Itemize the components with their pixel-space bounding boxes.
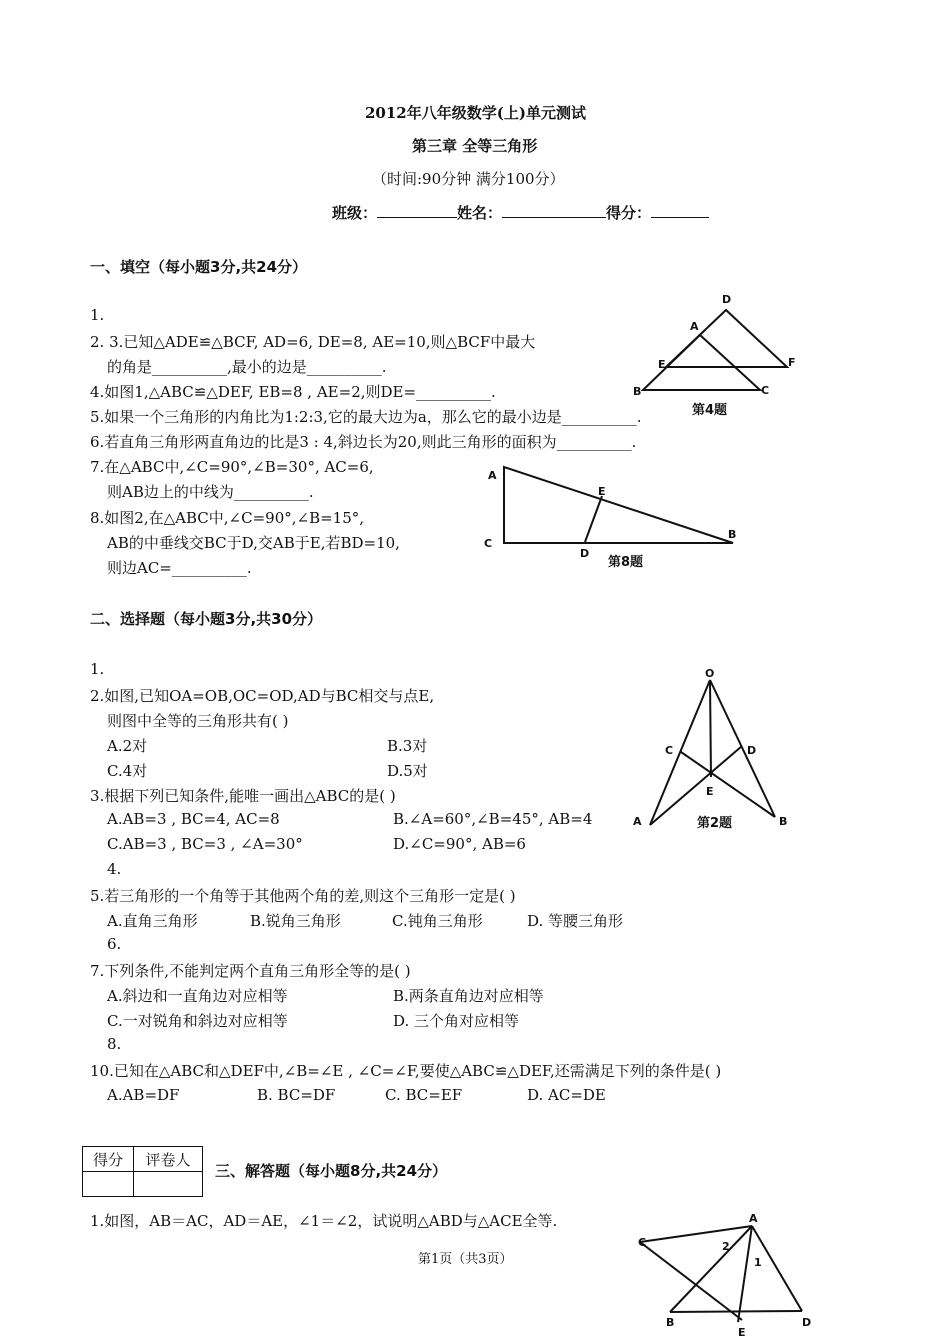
q3-option-a: A.AB=3 , BC=4, AC=8 bbox=[107, 810, 280, 828]
q3-option-b: B.∠A=60°,∠B=45°, AB=4 bbox=[393, 810, 593, 828]
figure-q2 bbox=[625, 665, 800, 840]
name-label: 姓名： bbox=[457, 204, 503, 222]
q5-option-b: B.锐角三角形 bbox=[250, 912, 341, 930]
s1-line: 则边AC=__________. bbox=[107, 559, 252, 577]
q10-option-a: A.AB=DF bbox=[107, 1086, 180, 1104]
page-footer: 第1页（共3页） bbox=[418, 1252, 513, 1267]
score-table-header-score: 得分 bbox=[83, 1147, 134, 1172]
figure-q8 bbox=[480, 460, 750, 575]
fig4-label-f: F bbox=[788, 356, 796, 369]
fig-s3-label-d: D bbox=[802, 1316, 812, 1329]
fig2-label-c: C bbox=[665, 744, 674, 757]
q5-option-c: C.钝角三角形 bbox=[392, 912, 483, 930]
s1-line: 8.如图2,在△ABC中,∠C=90°,∠B=15°, bbox=[90, 509, 365, 527]
section1-heading: 一、填空（每小题3分,共24分） bbox=[90, 258, 308, 276]
s2-line: 2.如图,已知OA=OB,OC=OD,AD与BC相交与点E, bbox=[90, 687, 435, 705]
s1-line: AB的中垂线交BC于D,交AB于E,若BD=10, bbox=[107, 534, 400, 552]
s1-line: 2. 3.已知△ADE≌△BCF, AD=6, DE=8, AE=10,则△BCF中最大 bbox=[90, 333, 536, 351]
s3-question-1: 1.如图，AB＝AC，AD＝AE，∠1＝∠2，试说明△ABD与△ACE全等. bbox=[90, 1212, 558, 1230]
fig2-caption: 第2题 bbox=[697, 816, 733, 831]
q7-option-d: D. 三个角对应相等 bbox=[393, 1012, 520, 1030]
q10-option-d: D. AC=DE bbox=[527, 1086, 606, 1104]
fig2-label-d: D bbox=[747, 744, 757, 757]
score-blank[interactable] bbox=[651, 203, 709, 218]
section3-heading: 三、解答题（每小题8分,共24分） bbox=[215, 1162, 448, 1180]
s2-line: 6. bbox=[107, 935, 122, 953]
q7-option-a: A.斜边和一直角边对应相等 bbox=[107, 987, 288, 1005]
fig8-caption: 第8题 bbox=[608, 555, 644, 570]
s2-line: 4. bbox=[107, 860, 122, 878]
fig4-caption: 第4题 bbox=[692, 403, 728, 418]
s2-line: 则图中全等的三角形共有( ) bbox=[107, 712, 289, 730]
fig2-label-a: A bbox=[633, 815, 642, 828]
fig4-label-d: D bbox=[722, 293, 732, 306]
figure-q4 bbox=[630, 290, 800, 420]
fig2-label-b: B bbox=[779, 815, 788, 828]
score-table bbox=[82, 1146, 203, 1197]
s2-line: 10.已知在△ABC和△DEF中,∠B=∠E , ∠C=∠F,要使△ABC≌△DEF,还需满足下列的条件是( ) bbox=[90, 1062, 722, 1080]
section2-heading: 二、选择题（每小题3分,共30分） bbox=[90, 610, 323, 628]
s1-line: 7.在△ABC中,∠C=90°,∠B=30°, AC=6, bbox=[90, 458, 374, 476]
s1-line: 6.若直角三角形两直角边的比是3 : 4,斜边长为20,则此三角形的面积为__________. bbox=[90, 433, 637, 451]
q5-option-a: A.直角三角形 bbox=[107, 912, 198, 930]
fig4-label-c: C bbox=[761, 384, 770, 397]
fig-s3-label-e: E bbox=[738, 1326, 746, 1339]
fig8-label-b: B bbox=[728, 528, 737, 541]
fig-s3-label-1: 1 bbox=[754, 1256, 762, 1269]
fig-s3-label-a: A bbox=[749, 1212, 758, 1225]
s2-line: 1. bbox=[90, 660, 105, 678]
q3-option-d: D.∠C=90°, AB=6 bbox=[393, 835, 526, 853]
fig-s3-label-b: B bbox=[666, 1316, 675, 1329]
s2-line: 8. bbox=[107, 1035, 122, 1053]
q2-option-d: D.5对 bbox=[387, 762, 428, 780]
fig4-label-b: B bbox=[633, 385, 642, 398]
name-blank[interactable] bbox=[502, 203, 606, 218]
s1-line: 4.如图1,△ABC≌△DEF, EB=8 , AE=2,则DE=__________. bbox=[90, 383, 496, 401]
q7-option-c: C.一对锐角和斜边对应相等 bbox=[107, 1012, 288, 1030]
score-label: 得分： bbox=[606, 204, 652, 222]
fig4-label-e: E bbox=[658, 358, 666, 371]
s2-line: 7.下列条件,不能判定两个直角三角形全等的是( ) bbox=[90, 962, 411, 980]
s2-line: 3.根据下列已知条件,能唯一画出△ABC的是( ) bbox=[90, 787, 396, 805]
fig2-label-e: E bbox=[706, 785, 714, 798]
q5-option-d: D. 等腰三角形 bbox=[527, 912, 624, 930]
q2-option-c: C.4对 bbox=[107, 762, 148, 780]
student-info-row bbox=[332, 202, 709, 223]
grader-cell[interactable] bbox=[134, 1172, 203, 1197]
q10-option-b: B. BC=DF bbox=[257, 1086, 336, 1104]
q2-option-a: A.2对 bbox=[107, 737, 148, 755]
class-label: 班级： bbox=[332, 204, 378, 222]
s2-line: 5.若三角形的一个角等于其他两个角的差,则这个三角形一定是( ) bbox=[90, 887, 516, 905]
fig2-label-o: O bbox=[705, 667, 715, 680]
fig8-label-d: D bbox=[580, 547, 590, 560]
exam-title: 2012年八年级数学(上)单元测试 bbox=[365, 104, 586, 122]
s1-line: 5.如果一个三角形的内角比为1:2:3,它的最大边为a，那么它的最小边是__________. bbox=[90, 408, 642, 426]
score-cell[interactable] bbox=[83, 1172, 134, 1197]
time-info: （时间:90分钟 满分100分） bbox=[372, 170, 565, 188]
fig8-label-c: C bbox=[484, 537, 493, 550]
s1-line: 则AB边上的中线为__________. bbox=[107, 483, 314, 501]
score-table-header-grader: 评卷人 bbox=[134, 1147, 203, 1172]
fig-s3-label-c: C bbox=[638, 1236, 647, 1249]
fig4-label-a: A bbox=[690, 320, 699, 333]
fig8-label-e: E bbox=[598, 485, 606, 498]
s1-line: 的角是__________,最小的边是__________. bbox=[107, 358, 387, 376]
figure-s3-q1 bbox=[630, 1210, 820, 1344]
q10-option-c: C. BC=EF bbox=[385, 1086, 463, 1104]
s1-line: 1. bbox=[90, 306, 105, 324]
q2-option-b: B.3对 bbox=[387, 737, 428, 755]
q7-option-b: B.两条直角边对应相等 bbox=[393, 987, 544, 1005]
chapter-title: 第三章 全等三角形 bbox=[412, 137, 538, 155]
q3-option-c: C.AB=3 , BC=3 , ∠A=30° bbox=[107, 835, 303, 853]
fig8-label-a: A bbox=[488, 469, 497, 482]
fig-s3-label-2: 2 bbox=[722, 1240, 730, 1253]
class-blank[interactable] bbox=[377, 203, 457, 218]
